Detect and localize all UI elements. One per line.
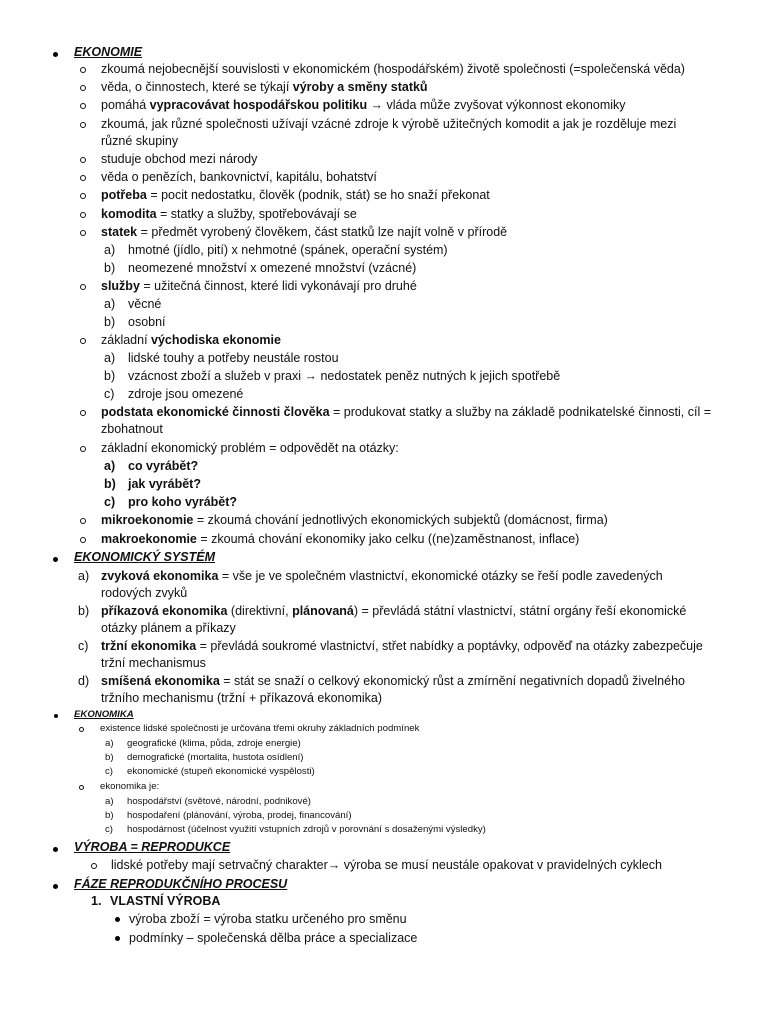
section-heading: EKONOMIKA: [74, 709, 134, 720]
sub-item: hmotné (jídlo, pití) x nehmotné (spánek, operační systém): [128, 243, 448, 257]
bullet-icon: [115, 936, 120, 941]
circle-bullet-icon: [80, 230, 86, 236]
sub-label: a): [105, 796, 114, 807]
sub-item: ekonomické (stupeň ekonomické vyspělosti): [127, 766, 315, 777]
sub-item: věcné: [128, 297, 162, 311]
list-item: příkazová ekonomika (direktivní, plánovaná) = převládá státní vlastnictví, státní orgány řeší ekonomické: [101, 604, 687, 618]
circle-bullet-icon: [80, 338, 86, 344]
circle-bullet-icon: [91, 863, 97, 869]
sub-item: hospodaření (plánování, výroba, prodej, financování): [127, 810, 352, 821]
list-item: podstata ekonomické činnosti člověka = produkovat statky a služby na základě podnikatelské činnosti, cíl =: [101, 405, 712, 419]
sub-label: b): [104, 315, 116, 329]
circle-bullet-icon: [80, 537, 86, 543]
list-item: zkoumá nejobecnější souvislosti v ekonomickém (hospodářském) životě společnosti (=společenská věda): [101, 62, 685, 76]
sub-label: a): [78, 569, 90, 583]
numbered-label: 1.: [91, 894, 102, 908]
circle-bullet-icon: [80, 175, 86, 181]
circle-bullet-icon: [80, 446, 86, 452]
bullet-icon: [53, 847, 58, 852]
list-item-continuation: zbohatnout: [101, 422, 163, 436]
circle-bullet-icon: [80, 284, 86, 290]
sub-item: co vyrábět?: [128, 459, 199, 473]
list-item: potřeba = pocit nedostatku, člověk (podnik, stát) se ho snaží překonat: [101, 188, 490, 202]
list-item: komodita = statky a služby, spotřebovávají se: [101, 207, 357, 221]
sub-label: b): [104, 369, 116, 383]
sub-item: demografické (mortalita, hustota osídlení): [127, 752, 304, 763]
sub-label: c): [104, 387, 115, 401]
list-item-continuation: různé skupiny: [101, 134, 179, 148]
list-item: mikroekonomie = zkoumá chování jednotlivých ekonomických subjektů (domácnost, firma): [101, 513, 608, 527]
sub-item: zdroje jsou omezené: [128, 387, 244, 401]
sub-item: geografické (klima, půda, zdroje energie): [127, 738, 301, 749]
sub-label: c): [104, 495, 116, 509]
section-heading: FÁZE REPRODUKČNÍHO PROCESU: [74, 877, 288, 891]
list-item: podmínky – společenská dělba práce a specializace: [129, 931, 418, 945]
circle-bullet-icon: [79, 727, 84, 732]
sub-label: d): [78, 674, 90, 688]
sub-label: a): [104, 351, 116, 365]
list-item: tržní ekonomika = převládá soukromé vlastnictví, střet nabídky a poptávky, odpověď na otázky zabezpečuje: [101, 639, 703, 653]
sub-label: a): [104, 297, 116, 311]
list-item: základní ekonomický problém = odpovědět na otázky:: [101, 441, 399, 455]
subsection-title: VLASTNÍ VÝROBA: [110, 894, 221, 908]
bullet-icon: [115, 917, 120, 922]
sub-label: c): [105, 824, 113, 835]
list-item: věda o penězích, bankovnictví, kapitálu, bohatství: [101, 170, 377, 184]
sub-label: c): [78, 639, 89, 653]
sub-item: lidské touhy a potřeby neustále rostou: [128, 351, 339, 365]
circle-bullet-icon: [80, 518, 86, 524]
list-item: ekonomika je:: [100, 781, 160, 792]
bullet-icon: [53, 884, 58, 889]
circle-bullet-icon: [80, 85, 86, 91]
list-item-continuation: otázky plánem a příkazy: [101, 621, 236, 635]
list-item: věda, o činnostech, které se týkají výroby a směny statků: [101, 80, 428, 94]
bullet-icon: [53, 557, 58, 562]
list-item: zkoumá, jak různé společnosti užívají vzácné zdroje k výrobě užitečných komodit a jak je rozděluje mezi: [101, 117, 677, 131]
sub-item: pro koho vyrábět?: [128, 495, 238, 509]
list-item: pomáhá vypracovávat hospodářskou politiku → vláda může zvyšovat výkonnost ekonomiky: [101, 98, 626, 112]
list-item: základní východiska ekonomie: [101, 333, 281, 347]
list-item: lidské potřeby mají setrvačný charakter→ výroba se musí neustále opakovat v pravidelných cyklech: [111, 858, 662, 872]
circle-bullet-icon: [80, 122, 86, 128]
sub-label: b): [105, 752, 114, 763]
sub-label: b): [78, 604, 90, 618]
sub-label: a): [104, 243, 116, 257]
list-item: makroekonomie = zkoumá chování ekonomiky jako celku ((ne)zaměstnanost, inflace): [101, 532, 580, 546]
list-item: služby = užitečná činnost, které lidi vykonávají pro druhé: [101, 279, 417, 293]
circle-bullet-icon: [80, 67, 86, 73]
list-item: statek = předmět vyrobený člověkem, část statků lze najít volně v přírodě: [101, 225, 508, 239]
sub-label: a): [105, 738, 114, 749]
sub-item: vzácnost zboží a služeb v praxi → nedostatek peněz nutných k jejich spotřebě: [128, 369, 561, 383]
list-item: smíšená ekonomika = stát se snaží o celkový ekonomický růst a zmírnění negativních dopadů živelného: [101, 674, 685, 688]
list-item: zvyková ekonomika = vše je ve společném vlastnictví, ekonomické otázky se řeší podle zavedených: [101, 569, 663, 583]
sub-item: osobní: [128, 315, 166, 329]
sub-label: b): [104, 477, 116, 491]
circle-bullet-icon: [80, 103, 86, 109]
sub-item: neomezené množství x omezené množství (vzácné): [128, 261, 417, 275]
sub-label: b): [104, 261, 116, 275]
circle-bullet-icon: [80, 212, 86, 218]
section-heading: EKONOMICKÝ SYSTÉM: [74, 550, 215, 564]
list-item: existence lidské společnosti je určována třemi okruhy základních podmínek: [100, 723, 420, 734]
section-heading: EKONOMIE: [74, 45, 143, 59]
section-heading: VÝROBA = REPRODUKCE: [74, 840, 231, 854]
list-item-continuation: tržního mechanismu (tržní + příkazová ekonomika): [101, 691, 383, 705]
list-item-continuation: rodových zvyků: [101, 586, 188, 600]
list-item: studuje obchod mezi národy: [101, 152, 258, 166]
circle-bullet-icon: [79, 785, 84, 790]
bullet-icon: [54, 714, 58, 718]
circle-bullet-icon: [80, 410, 86, 416]
list-item-continuation: tržní mechanismus: [101, 656, 206, 670]
sub-item: hospodářství (světové, národní, podnikové): [127, 796, 311, 807]
sub-label: a): [104, 459, 116, 473]
circle-bullet-icon: [80, 157, 86, 163]
sub-item: jak vyrábět?: [128, 477, 201, 491]
sub-item: hospodárnost (účelnost využití vstupních zdrojů v porovnání s dosaženými výsledky): [127, 824, 486, 835]
circle-bullet-icon: [80, 193, 86, 199]
sub-label: c): [105, 766, 113, 777]
bullet-icon: [53, 52, 58, 57]
list-item: výroba zboží = výroba statku určeného pro směnu: [129, 912, 407, 926]
sub-label: b): [105, 810, 114, 821]
